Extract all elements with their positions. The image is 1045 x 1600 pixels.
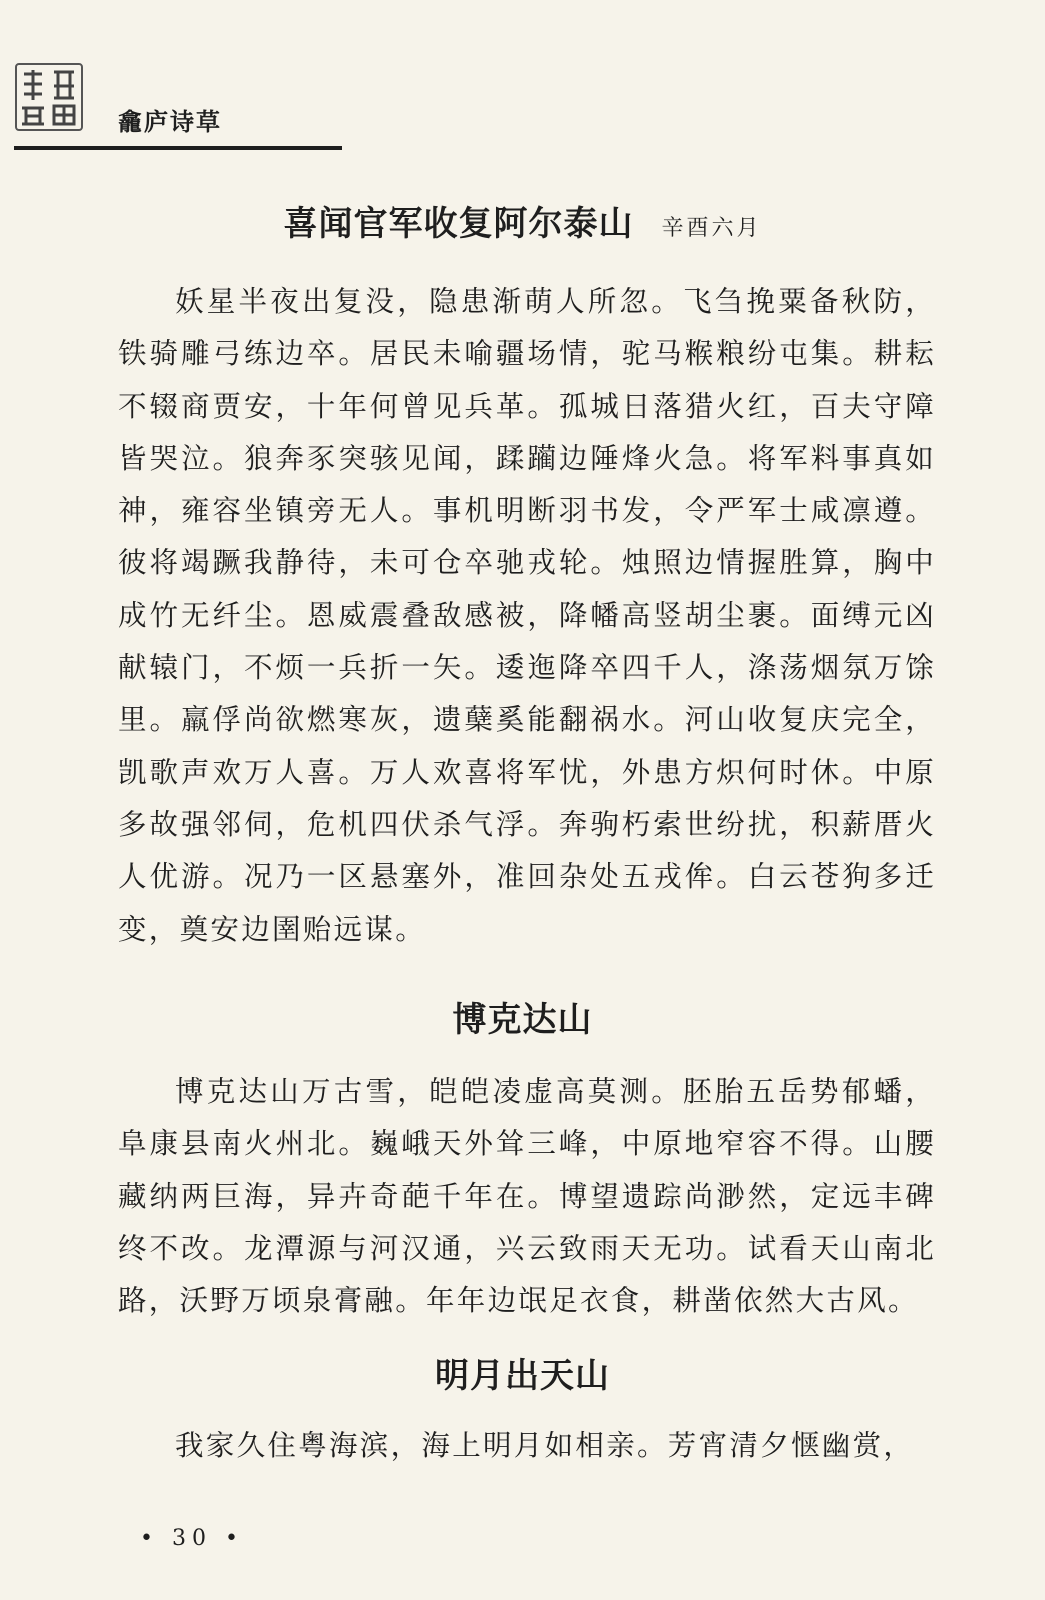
poem-title-text: 博克达山 [452, 1000, 593, 1040]
poem-title [0, 992, 1045, 1041]
poem-title-text: 喜闻官军收复阿尔泰山 [283, 204, 634, 244]
seal-stamp-icon [14, 62, 84, 132]
poem-body: 我家久住粤海滨，海上明月如相亲。芳宵清夕惬幽赏， [175, 1429, 915, 1462]
poem-title-text: 明月出天山 [435, 1356, 610, 1396]
page-number: • 30 • [140, 1526, 244, 1551]
running-title: 龕庐诗草 [118, 108, 222, 136]
header-rule [14, 146, 342, 150]
poem-title [0, 196, 1045, 245]
poem-body: 博克达山万古雪，皑皑凌虚高莫测。胚胎五岳势郁蟠，阜康县南火州北。巍峨天外耸三峰，中原地窄容不得。山腰藏纳两巨海，异卉奇葩千年在。博望遗踪尚渺然，定远丰碑终不改。龙潭源与河汉通，兴云致雨天无功。试看天山南北路，沃野万顷泉膏融。年年边氓足衣食，耕凿依然大古风。 [118, 1075, 936, 1318]
poem-date: 辛酉六月 [661, 216, 762, 241]
poem-body: 妖星半夜出复没，隐患渐萌人所忽。飞刍挽粟备秋防，铁骑雕弓练边卒。居民未喻疆场情，驼马糇粮纷屯集。耕耘不辍商贾安，十年何曾见兵革。孤城日落猎火红，百夫守障皆哭泣。狼奔豕突骇见闻，蹂躏边陲烽火急。将军料事真如神，雍容坐镇旁无人。事机明断羽书发，令严军士咸凛遵。彼将竭蹶我静待，未可仓卒驰戎轮。烛照边情握胜算，胸中成竹无纤尘。恩威震叠敌感被，降幡高竖胡尘裹。面缚元凶献辕门，不烦一兵折一矢。逶迤降卒四千人，涤荡烟氛万馀里。羸俘尚欲燃寒灰，遗蘖奚能翻祸水。河山收复庆完全，凯歌声欢万人喜。万人欢喜将军忧，外患方炽何时休。中原多故强邻伺，危机四伏杀气浮。奔驹朽索世纷扰，积薪厝火人优游。况乃一区悬塞外，准回杂处五戎侔。白云苍狗多迁变，奠安边圉贻远谋。 [118, 285, 936, 946]
poem-title [0, 1348, 1045, 1397]
